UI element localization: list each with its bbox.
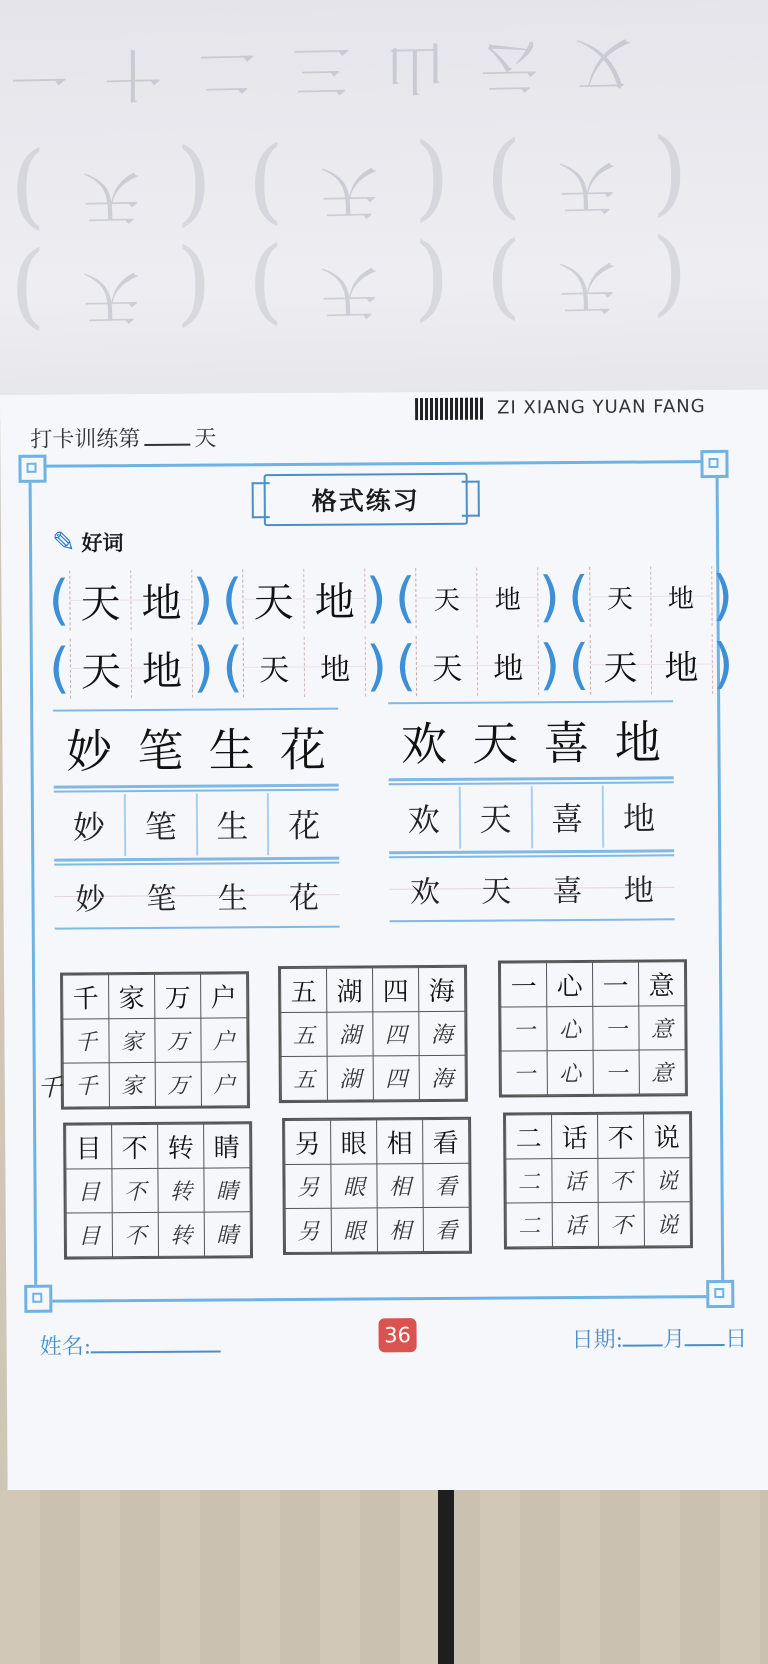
right-paren: )	[538, 565, 561, 629]
char-cell: 天	[71, 638, 132, 698]
desk-gap	[438, 1490, 454, 1664]
grid-cell: 转	[158, 1212, 204, 1256]
char-cell: 地	[132, 638, 193, 698]
grid-cell: 相	[377, 1164, 423, 1208]
grid-cell: 不	[112, 1212, 158, 1256]
frame-corner-ornament	[700, 450, 728, 478]
grid-cell: 相	[377, 1120, 423, 1164]
idiom-handwritten-row	[54, 793, 339, 857]
grid-cell: 话	[552, 1202, 598, 1246]
divider	[390, 918, 675, 922]
grid-cell: 意	[639, 1050, 685, 1094]
idiom-handwritten-row	[389, 785, 674, 849]
pen-icon: ✎	[51, 525, 76, 559]
divider	[55, 926, 340, 930]
right-paren: )	[365, 634, 388, 698]
grid-cell: 不	[598, 1202, 644, 1246]
handwritten-char: 喜	[552, 873, 583, 910]
handwritten-char: 花	[287, 806, 321, 845]
handwritten-char: 生	[217, 881, 248, 917]
left-paren: (	[394, 566, 417, 630]
grid-cell: 湖	[327, 968, 373, 1012]
handwritten-char: 笔	[126, 794, 198, 856]
grid-cell: 话	[552, 1158, 598, 1202]
left-paren: (	[568, 632, 590, 697]
idiom-char: 喜	[543, 715, 590, 771]
grid-cell: 说	[644, 1114, 690, 1158]
handwritten-char: 天	[460, 786, 532, 848]
grid-cell: 海	[419, 1011, 465, 1055]
grid-cell: 四	[373, 1012, 419, 1056]
grid-cell: 湖	[327, 1012, 373, 1056]
char-cell: 地	[478, 567, 539, 627]
workbook-page	[0, 390, 768, 1500]
paren-word-box	[568, 563, 734, 630]
name-label: 姓名:	[39, 1334, 92, 1360]
date-field	[571, 1322, 747, 1354]
char-cell: 地	[131, 570, 192, 630]
grid-cell: 二	[506, 1115, 552, 1159]
grid-cell: 说	[644, 1158, 690, 1202]
idiom-block	[53, 706, 340, 932]
idiom-print-row	[388, 704, 673, 776]
grid-cell: 目	[66, 1213, 112, 1257]
month-label: 月	[662, 1327, 686, 1353]
grid-cell: 万	[155, 974, 201, 1018]
right-paren: )	[539, 633, 561, 697]
desk-surface	[0, 1490, 768, 1664]
grid-cell: 五	[281, 1012, 327, 1056]
checkin-label: 打卡训练第 天	[30, 426, 217, 453]
handwritten-char: 喜	[532, 786, 604, 848]
good-words-label: 好词	[81, 530, 124, 555]
grid-cell: 不	[598, 1158, 644, 1202]
grid-cell: 目	[66, 1169, 112, 1213]
grid-cell: 一	[593, 1006, 639, 1050]
idiom-block	[388, 698, 675, 924]
handwritten-char: 妙	[75, 882, 106, 918]
practice-grid	[278, 965, 468, 1103]
grid-cell: 不	[598, 1114, 644, 1158]
right-paren: )	[192, 635, 215, 699]
idiom-char: 欢	[400, 716, 448, 772]
page-header	[0, 390, 768, 455]
divider	[389, 849, 674, 854]
grid-cell: 二	[506, 1203, 552, 1247]
grid-cell: 意	[638, 962, 684, 1006]
left-paren: (	[221, 567, 243, 631]
idiom-char: 笔	[137, 723, 184, 779]
grid-cell: 转	[158, 1168, 204, 1212]
char-cell: 地	[651, 634, 712, 694]
char-cell: 地	[305, 636, 366, 696]
grid-cell: 户	[201, 1062, 247, 1106]
section-title: 格式练习	[311, 486, 420, 516]
page-number-badge: 36	[378, 1318, 416, 1352]
grid-cell: 眼	[331, 1208, 377, 1252]
char-cell: 天	[244, 637, 305, 697]
brand-label: ZI XIANG YUAN FANG	[497, 396, 706, 419]
grid-cell: 话	[552, 1114, 598, 1158]
grid-cell: 海	[419, 967, 465, 1011]
good-words-heading	[52, 525, 124, 558]
grid-cell: 户	[201, 974, 247, 1018]
char-cell: 天	[243, 569, 304, 629]
grid-cell: 一	[592, 962, 638, 1006]
grid-cell: 一	[501, 1051, 547, 1095]
right-paren: )	[712, 631, 734, 696]
practice-grid	[60, 971, 250, 1109]
paren-word-box	[395, 564, 561, 631]
char-cell: 天	[590, 634, 651, 694]
day-label: 日	[724, 1326, 748, 1352]
left-paren: (	[48, 568, 70, 632]
paren-word-row	[49, 631, 734, 702]
grid-cell: 五	[281, 968, 327, 1012]
frame-corner-ornament	[24, 1285, 52, 1313]
grid-cell: 千	[63, 975, 109, 1019]
left-paren: (	[221, 635, 244, 699]
grid-cell: 心	[547, 1050, 593, 1094]
char-cell: 天	[70, 570, 131, 630]
paren-word-box	[49, 635, 215, 702]
handwritten-char: 妙	[54, 794, 126, 856]
practice-grid	[503, 1111, 693, 1249]
handwritten-char: 欢	[409, 874, 441, 911]
handwritten-char: 笔	[146, 881, 177, 917]
exercise-frame	[28, 460, 734, 1303]
divider	[389, 776, 674, 781]
paren-word-box	[395, 632, 561, 699]
grid-cell: 睛	[204, 1124, 250, 1168]
grid-cell: 四	[373, 1056, 419, 1100]
divider	[54, 857, 339, 862]
previous-page	[0, 0, 768, 420]
grid-cell: 睛	[204, 1212, 250, 1256]
grid-cell: 意	[639, 1006, 685, 1050]
grid-cell: 转	[158, 1124, 204, 1168]
grid-cell: 二	[506, 1159, 552, 1203]
practice-grid	[498, 959, 688, 1097]
section-title-plate	[264, 473, 468, 526]
idiom-char: 妙	[65, 724, 113, 779]
grid-cell: 睛	[204, 1168, 250, 1212]
handwritten-char: 天	[481, 874, 512, 910]
paren-word-box	[221, 565, 387, 632]
grid-cell: 不	[112, 1124, 158, 1168]
ghost-text-row: ( 天 ) ( 天 ) ( 天 )	[10, 125, 688, 247]
left-paren: (	[394, 634, 417, 698]
grid-cell: 四	[373, 968, 419, 1012]
date-label: 日期:	[571, 1327, 624, 1354]
grid-cell: 另	[285, 1208, 331, 1252]
right-paren: )	[365, 566, 387, 630]
grid-cell: 湖	[327, 1056, 373, 1100]
day-blank[interactable]	[685, 1328, 725, 1346]
handwritten-char: 花	[288, 880, 320, 916]
ghost-text-row: 一 十 二 三 山 云 又	[10, 29, 633, 111]
idiom-dashed-row	[54, 866, 339, 926]
paren-word-row	[48, 563, 733, 634]
grid-cell: 心	[546, 962, 592, 1006]
grid-cell: 相	[377, 1208, 423, 1252]
right-paren: )	[711, 563, 734, 628]
grid-cell: 户	[201, 1018, 247, 1062]
handwritten-char: 地	[623, 873, 654, 909]
margin-note: 千	[37, 1073, 62, 1102]
checkin-blank[interactable]	[144, 426, 190, 446]
left-paren: (	[567, 564, 590, 629]
grid-cell: 一	[593, 1050, 639, 1094]
char-cell: 天	[590, 566, 651, 626]
divider	[54, 784, 339, 789]
grid-cell: 目	[66, 1125, 112, 1169]
month-blank[interactable]	[623, 1328, 663, 1346]
name-field	[40, 1328, 222, 1360]
grid-cell: 家	[109, 1062, 155, 1106]
grid-cell: 眼	[331, 1120, 377, 1164]
idiom-char: 地	[614, 715, 662, 770]
ghost-text-row: ( 天 ) ( 天 ) ( 天 )	[10, 225, 688, 347]
char-cell: 天	[417, 568, 478, 628]
grid-cell: 看	[423, 1119, 469, 1163]
grid-cell: 一	[500, 963, 546, 1007]
handwritten-char: 生	[197, 793, 269, 855]
grid-cell: 万	[155, 1018, 201, 1062]
frame-corner-ornament	[18, 455, 46, 483]
grid-cell: 另	[285, 1120, 331, 1164]
grid-cell: 万	[155, 1062, 201, 1106]
idiom-char: 天	[472, 716, 519, 771]
grid-cell: 不	[112, 1168, 158, 1212]
name-blank[interactable]	[91, 1334, 221, 1353]
grid-cell: 另	[285, 1164, 331, 1208]
left-paren: (	[48, 636, 71, 700]
char-cell: 地	[304, 568, 365, 628]
paren-word-box	[48, 567, 214, 634]
grid-cell: 说	[644, 1202, 690, 1246]
grid-cell: 眼	[331, 1164, 377, 1208]
practice-grid	[63, 1121, 253, 1259]
paren-word-box	[568, 631, 734, 698]
grid-cell: 千	[63, 1063, 109, 1107]
char-cell: 地	[651, 566, 712, 626]
grid-cell: 海	[419, 1055, 465, 1099]
qr-code-icon	[415, 398, 483, 420]
grid-cell: 看	[423, 1207, 469, 1251]
grid-cell: 家	[109, 974, 155, 1018]
idiom-dashed-row	[389, 858, 674, 918]
grid-cell: 家	[109, 1018, 155, 1062]
practice-grid	[282, 1117, 472, 1255]
idiom-char: 花	[279, 722, 327, 778]
char-cell: 地	[478, 635, 539, 695]
grid-cell: 一	[501, 1007, 547, 1051]
grid-cell: 看	[423, 1163, 469, 1207]
grid-cell: 心	[547, 1006, 593, 1050]
handwritten-char: 地	[622, 799, 656, 838]
paren-word-box	[222, 633, 388, 700]
handwritten-char: 欢	[389, 787, 461, 849]
frame-corner-ornament	[706, 1280, 734, 1308]
grid-cell: 五	[281, 1056, 327, 1100]
grid-cell: 千	[63, 1019, 109, 1063]
idiom-print-row	[53, 712, 338, 784]
right-paren: )	[192, 567, 214, 631]
char-cell: 天	[417, 636, 478, 696]
idiom-char: 生	[208, 723, 255, 778]
